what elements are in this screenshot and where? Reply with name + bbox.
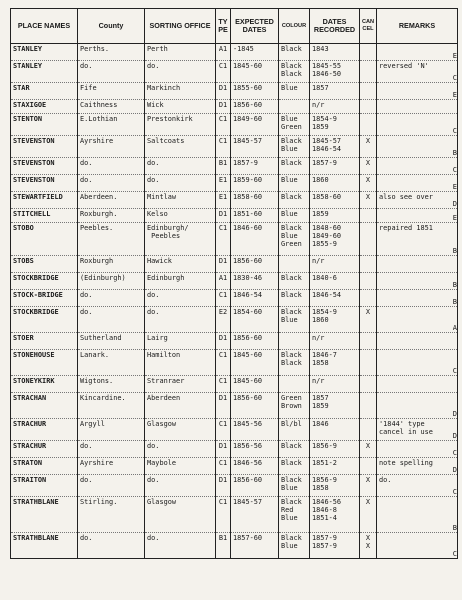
colour-cell: Black Blue <box>279 533 310 559</box>
expected-dates-cell: 1857-9 <box>231 158 279 175</box>
remarks-cell <box>377 533 458 559</box>
place-cell: STONEHOUSE <box>11 350 78 376</box>
expected-dates-cell: 1845-60 <box>231 350 279 376</box>
cancel-cell <box>360 376 377 393</box>
place-cell: STEVENSTON <box>11 158 78 175</box>
place-cell: STAXIGOE <box>11 100 78 114</box>
table-row <box>11 100 458 114</box>
grade-letter: C <box>452 366 457 375</box>
sorting-office-cell: do. <box>145 175 216 192</box>
table-row <box>11 333 458 350</box>
remarks-cell <box>377 209 458 223</box>
grade-letter: D <box>452 431 457 440</box>
county-cell: (Edinburgh) <box>78 273 145 290</box>
type-cell: D1 <box>216 83 231 100</box>
place-cell: STRATHBLANE <box>11 497 78 533</box>
dates-recorded-cell: 1846 <box>310 419 360 441</box>
county-cell: Kincardine. <box>78 393 145 419</box>
grade-letter: C <box>452 126 457 135</box>
place-cell: STRACHUR <box>11 441 78 458</box>
colour-cell: Black <box>279 44 310 61</box>
type-cell: C1 <box>216 458 231 475</box>
expected-dates-cell: 1856-56 <box>231 441 279 458</box>
grade-letter: C <box>452 165 457 174</box>
cancel-cell: X <box>360 175 377 192</box>
type-cell: C1 <box>216 223 231 256</box>
cancel-cell: X <box>360 441 377 458</box>
place-cell: STANLEY <box>11 44 78 61</box>
cancel-cell: X <box>360 475 377 497</box>
sorting-office-cell: Mintlaw <box>145 192 216 209</box>
dates-recorded-cell: n/r <box>310 333 360 350</box>
expected-dates-cell: 1856-60 <box>231 100 279 114</box>
county-cell: do. <box>78 290 145 307</box>
type-cell: C1 <box>216 497 231 533</box>
dates-recorded-cell: 1856-9 1858 <box>310 475 360 497</box>
expected-dates-cell: 1859-60 <box>231 175 279 192</box>
county-cell: do. <box>78 307 145 333</box>
colour-cell: Black <box>279 158 310 175</box>
place-cell: STRACHAN <box>11 393 78 419</box>
county-cell: Stirling. <box>78 497 145 533</box>
postmark-table <box>10 8 458 559</box>
grade-letter: B <box>452 280 457 289</box>
remarks-cell <box>377 61 458 83</box>
county-cell: Ayrshire <box>78 458 145 475</box>
dates-recorded-cell: 1854-9 1859 <box>310 114 360 136</box>
grade-letter: B <box>452 246 457 255</box>
remarks-cell <box>377 393 458 419</box>
grade-letter: B <box>452 523 457 532</box>
dates-recorded-cell: n/r <box>310 376 360 393</box>
dates-recorded-cell: 1857 <box>310 83 360 100</box>
sorting-office-cell: Perth <box>145 44 216 61</box>
dates-recorded-cell: 1840-6 <box>310 273 360 290</box>
table-row <box>11 376 458 393</box>
colour-cell: Black Black <box>279 350 310 376</box>
colour-cell: Green Brown <box>279 393 310 419</box>
grade-letter: D <box>452 199 457 208</box>
grade-letter: A <box>452 323 457 332</box>
remarks-cell <box>377 333 458 350</box>
sorting-office-cell: Edinburgh/ Peebles <box>145 223 216 256</box>
table-row <box>11 256 458 273</box>
sorting-office-cell: Aberdeen <box>145 393 216 419</box>
county-cell: Lanark. <box>78 350 145 376</box>
remarks-text: reversed 'N' <box>379 62 429 70</box>
colour-cell <box>279 376 310 393</box>
expected-dates-cell: 1845-56 <box>231 419 279 441</box>
expected-dates-cell: 1845-57 <box>231 136 279 158</box>
type-cell: C1 <box>216 290 231 307</box>
place-cell: STOCK-BRIDGE <box>11 290 78 307</box>
table-row <box>11 441 458 458</box>
dates-recorded-cell: 1846-7 1858 <box>310 350 360 376</box>
remarks-cell <box>377 458 458 475</box>
dates-recorded-cell: 1845-55 1846-50 <box>310 61 360 83</box>
county-cell: do. <box>78 475 145 497</box>
expected-dates-cell: 1857-60 <box>231 533 279 559</box>
type-cell: C1 <box>216 419 231 441</box>
type-cell: E1 <box>216 175 231 192</box>
cancel-cell: X <box>360 136 377 158</box>
dates-recorded-cell: 1857 1859 <box>310 393 360 419</box>
place-cell: STRATHBLANE <box>11 533 78 559</box>
cancel-cell <box>360 290 377 307</box>
type-cell: C1 <box>216 376 231 393</box>
header-dates-recorded: DATES RECORDED <box>310 9 360 44</box>
table-row <box>11 158 458 175</box>
remarks-cell <box>377 475 458 497</box>
place-cell: STRATON <box>11 458 78 475</box>
county-cell: do. <box>78 533 145 559</box>
place-cell: STRAITON <box>11 475 78 497</box>
place-cell: STEWARTFIELD <box>11 192 78 209</box>
cancel-cell <box>360 223 377 256</box>
grade-letter: B <box>452 297 457 306</box>
type-cell: D1 <box>216 256 231 273</box>
dates-recorded-cell: 1846-54 <box>310 290 360 307</box>
type-cell: E1 <box>216 192 231 209</box>
place-cell: STANLEY <box>11 61 78 83</box>
header-county: County <box>78 9 145 44</box>
type-cell: C1 <box>216 136 231 158</box>
grade-letter: E <box>452 213 457 222</box>
remarks-cell <box>377 100 458 114</box>
type-cell: A1 <box>216 273 231 290</box>
remarks-text: note spelling <box>379 459 433 467</box>
expected-dates-cell: 1846-56 <box>231 458 279 475</box>
county-cell: Ayrshire <box>78 136 145 158</box>
type-cell: D1 <box>216 475 231 497</box>
expected-dates-cell: 1830-46 <box>231 273 279 290</box>
colour-cell: Black <box>279 290 310 307</box>
place-cell: STEVENSTON <box>11 136 78 158</box>
remarks-text: also see over <box>379 193 433 201</box>
table-row <box>11 533 458 559</box>
remarks-cell <box>377 83 458 100</box>
grade-letter: D <box>452 465 457 474</box>
remarks-cell <box>377 114 458 136</box>
header-cancel: CAN CEL <box>360 9 377 44</box>
header-sorting-office: SORTING OFFICE <box>145 9 216 44</box>
sorting-office-cell: do. <box>145 158 216 175</box>
expected-dates-cell: 1858-60 <box>231 192 279 209</box>
remarks-text: do. <box>379 476 392 484</box>
place-cell: STOCKBRIDGE <box>11 307 78 333</box>
place-cell: STENTON <box>11 114 78 136</box>
colour-cell <box>279 100 310 114</box>
place-cell: STRACHUR <box>11 419 78 441</box>
cancel-cell <box>360 350 377 376</box>
dates-recorded-cell: 1843 <box>310 44 360 61</box>
place-cell: STONEYKIRK <box>11 376 78 393</box>
colour-cell: Black Blue <box>279 307 310 333</box>
table-row <box>11 393 458 419</box>
sorting-office-cell: Wick <box>145 100 216 114</box>
table-row <box>11 475 458 497</box>
remarks-cell <box>377 290 458 307</box>
cancel-cell <box>360 419 377 441</box>
county-cell: do. <box>78 441 145 458</box>
table-row <box>11 419 458 441</box>
cancel-cell: X <box>360 307 377 333</box>
table-row <box>11 192 458 209</box>
sorting-office-cell: Edinburgh <box>145 273 216 290</box>
table-row <box>11 497 458 533</box>
county-cell: E.Lothian <box>78 114 145 136</box>
sorting-office-cell: Glasgow <box>145 419 216 441</box>
type-cell: C1 <box>216 61 231 83</box>
remarks-text: '1844' type cancel in use <box>379 420 433 437</box>
type-cell: D1 <box>216 441 231 458</box>
expected-dates-cell: 1846-54 <box>231 290 279 307</box>
colour-cell: Black Blue <box>279 475 310 497</box>
remarks-cell <box>377 441 458 458</box>
sorting-office-cell: Maybole <box>145 458 216 475</box>
header-remarks: REMARKS <box>377 9 458 44</box>
type-cell: D1 <box>216 209 231 223</box>
grade-letter: C <box>452 73 457 82</box>
remarks-cell <box>377 419 458 441</box>
cancel-cell: X <box>360 158 377 175</box>
cancel-cell <box>360 44 377 61</box>
grade-letter: E <box>452 182 457 191</box>
colour-cell: Black <box>279 192 310 209</box>
county-cell: Roxburgh <box>78 256 145 273</box>
county-cell: Aberdeen. <box>78 192 145 209</box>
sorting-office-cell: do. <box>145 533 216 559</box>
header-colour: COLOUR <box>279 9 310 44</box>
county-cell: Roxburgh. <box>78 209 145 223</box>
county-cell: Sutherland <box>78 333 145 350</box>
remarks-cell <box>377 192 458 209</box>
county-cell: Caithness <box>78 100 145 114</box>
place-cell: STOCKBRIDGE <box>11 273 78 290</box>
grade-letter: C <box>452 448 457 457</box>
colour-cell: Black Black <box>279 61 310 83</box>
sorting-office-cell: do. <box>145 441 216 458</box>
colour-cell: Blue <box>279 209 310 223</box>
grade-letter: B <box>452 148 457 157</box>
grade-letter: D <box>452 409 457 418</box>
sorting-office-cell: Saltcoats <box>145 136 216 158</box>
expected-dates-cell: 1849-60 <box>231 114 279 136</box>
grade-letter: E <box>452 51 457 60</box>
sorting-office-cell: Glasgow <box>145 497 216 533</box>
colour-cell: Bl/bl <box>279 419 310 441</box>
dates-recorded-cell: 1845-57 1846-54 <box>310 136 360 158</box>
table-row <box>11 175 458 192</box>
cancel-cell: X <box>360 192 377 209</box>
table-row <box>11 350 458 376</box>
colour-cell: Blue <box>279 83 310 100</box>
type-cell: B1 <box>216 158 231 175</box>
colour-cell: Black Blue <box>279 136 310 158</box>
place-cell: STOBS <box>11 256 78 273</box>
place-cell: STOER <box>11 333 78 350</box>
county-cell: Peebles. <box>78 223 145 256</box>
remarks-cell <box>377 273 458 290</box>
header-place: PLACE NAMES <box>11 9 78 44</box>
table-row <box>11 307 458 333</box>
type-cell: E2 <box>216 307 231 333</box>
cancel-cell <box>360 333 377 350</box>
table-row <box>11 290 458 307</box>
expected-dates-cell: 1851-60 <box>231 209 279 223</box>
remarks-cell <box>377 136 458 158</box>
expected-dates-cell: 1856-60 <box>231 256 279 273</box>
expected-dates-cell: 1854-60 <box>231 307 279 333</box>
remarks-text: repaired 1851 <box>379 224 433 232</box>
sorting-office-cell: Stranraer <box>145 376 216 393</box>
colour-cell: Black <box>279 441 310 458</box>
expected-dates-cell: 1845-60 <box>231 61 279 83</box>
sorting-office-cell: Prestonkirk <box>145 114 216 136</box>
remarks-cell <box>377 44 458 61</box>
remarks-cell <box>377 223 458 256</box>
cancel-cell <box>360 209 377 223</box>
dates-recorded-cell: 1857-9 1857-9 <box>310 533 360 559</box>
type-cell: A1 <box>216 44 231 61</box>
county-cell: Perths. <box>78 44 145 61</box>
place-cell: STITCHELL <box>11 209 78 223</box>
colour-cell: Blue <box>279 175 310 192</box>
sorting-office-cell: Kelso <box>145 209 216 223</box>
colour-cell: Black <box>279 458 310 475</box>
cancel-cell <box>360 393 377 419</box>
cancel-cell: X <box>360 497 377 533</box>
dates-recorded-cell: 1858-60 <box>310 192 360 209</box>
type-cell: D1 <box>216 333 231 350</box>
grade-letter: E <box>452 90 457 99</box>
dates-recorded-cell: 1857-9 <box>310 158 360 175</box>
table-row <box>11 458 458 475</box>
table-row <box>11 83 458 100</box>
cancel-cell <box>360 273 377 290</box>
dates-recorded-cell: n/r <box>310 100 360 114</box>
remarks-cell <box>377 497 458 533</box>
colour-cell: Blue Green <box>279 114 310 136</box>
county-cell: Fife <box>78 83 145 100</box>
county-cell: Wigtons. <box>78 376 145 393</box>
document-page <box>10 8 457 593</box>
type-cell: C1 <box>216 114 231 136</box>
sorting-office-cell: Markinch <box>145 83 216 100</box>
sorting-office-cell: Hamilton <box>145 350 216 376</box>
table-row <box>11 209 458 223</box>
expected-dates-cell: 1856-60 <box>231 333 279 350</box>
remarks-cell <box>377 307 458 333</box>
sorting-office-cell: do. <box>145 61 216 83</box>
cancel-cell <box>360 256 377 273</box>
expected-dates-cell: 1856-60 <box>231 393 279 419</box>
dates-recorded-cell: 1859 <box>310 209 360 223</box>
table-row <box>11 273 458 290</box>
expected-dates-cell: 1856-60 <box>231 475 279 497</box>
dates-recorded-cell: 1846-56 1846-8 1851-4 <box>310 497 360 533</box>
expected-dates-cell: 1846-60 <box>231 223 279 256</box>
remarks-cell <box>377 350 458 376</box>
table-row <box>11 114 458 136</box>
place-cell: STEVENSTON <box>11 175 78 192</box>
dates-recorded-cell: 1854-9 1860 <box>310 307 360 333</box>
dates-recorded-cell: 1851-2 <box>310 458 360 475</box>
colour-cell: Black Red Blue <box>279 497 310 533</box>
table-row <box>11 44 458 61</box>
type-cell: B1 <box>216 533 231 559</box>
colour-cell <box>279 333 310 350</box>
type-cell: D1 <box>216 393 231 419</box>
type-cell: D1 <box>216 100 231 114</box>
cancel-cell <box>360 458 377 475</box>
cancel-cell <box>360 114 377 136</box>
colour-cell <box>279 256 310 273</box>
remarks-cell <box>377 376 458 393</box>
place-cell: STOBO <box>11 223 78 256</box>
remarks-cell <box>377 158 458 175</box>
expected-dates-cell: 1855-60 <box>231 83 279 100</box>
table-row <box>11 136 458 158</box>
sorting-office-cell: Hawick <box>145 256 216 273</box>
dates-recorded-cell: 1848-60 1849-60 1855-9 <box>310 223 360 256</box>
expected-dates-cell: 1845-57 <box>231 497 279 533</box>
cancel-cell <box>360 61 377 83</box>
remarks-cell <box>377 175 458 192</box>
table-row <box>11 61 458 83</box>
county-cell: Argyll <box>78 419 145 441</box>
sorting-office-cell: Lairg <box>145 333 216 350</box>
colour-cell: Black Blue Green <box>279 223 310 256</box>
table-row <box>11 223 458 256</box>
grade-letter: C <box>452 487 457 496</box>
place-cell: STAR <box>11 83 78 100</box>
expected-dates-cell: 1845-60 <box>231 376 279 393</box>
county-cell: do. <box>78 175 145 192</box>
grade-letter: C <box>452 549 457 558</box>
dates-recorded-cell: n/r <box>310 256 360 273</box>
header-type: TY PE <box>216 9 231 44</box>
county-cell: do. <box>78 61 145 83</box>
cancel-cell <box>360 100 377 114</box>
type-cell: C1 <box>216 350 231 376</box>
sorting-office-cell: do. <box>145 307 216 333</box>
sorting-office-cell: do. <box>145 475 216 497</box>
colour-cell: Black <box>279 273 310 290</box>
header-expected-dates: EXPECTED DATES <box>231 9 279 44</box>
expected-dates-cell: -1845 <box>231 44 279 61</box>
remarks-cell <box>377 256 458 273</box>
header-row <box>11 9 458 44</box>
county-cell: do. <box>78 158 145 175</box>
dates-recorded-cell: 1860 <box>310 175 360 192</box>
dates-recorded-cell: 1856-9 <box>310 441 360 458</box>
sorting-office-cell: do. <box>145 290 216 307</box>
cancel-cell: X X <box>360 533 377 559</box>
cancel-cell <box>360 83 377 100</box>
